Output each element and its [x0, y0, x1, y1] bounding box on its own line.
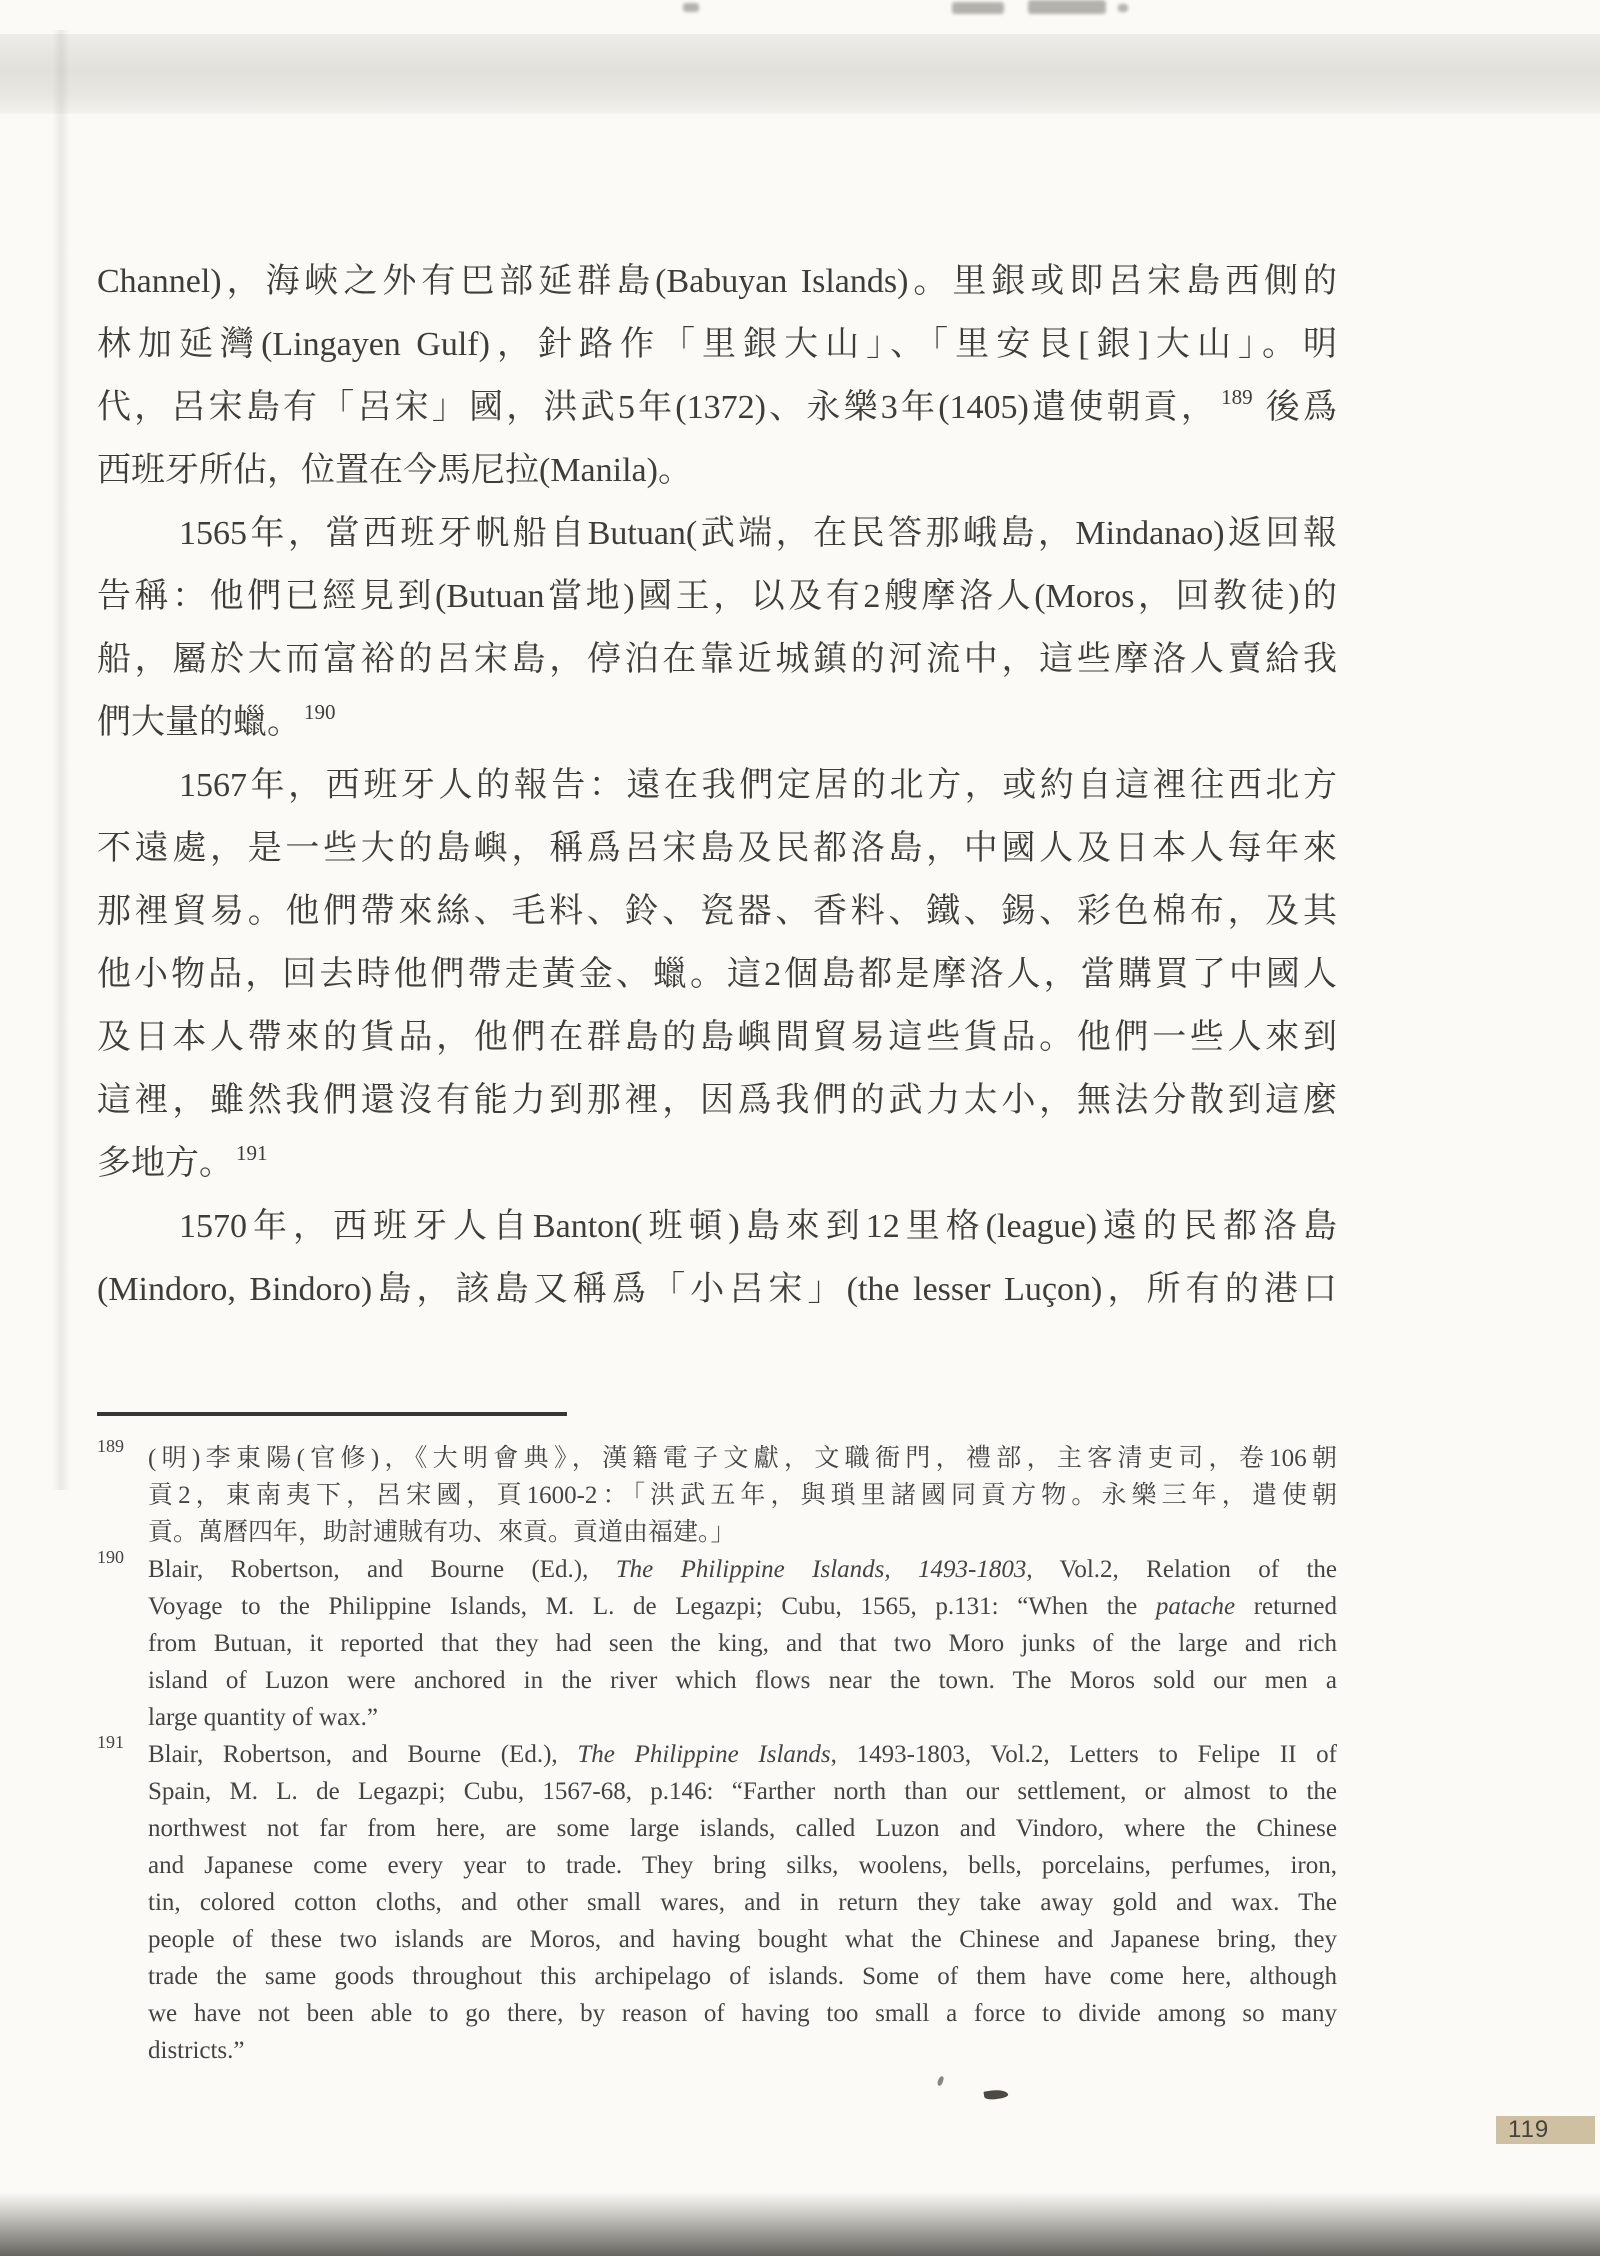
text-line — [97, 817, 1337, 880]
text-segment: returned — [1235, 1593, 1337, 1620]
text-line — [148, 1625, 1337, 1662]
text-line — [97, 376, 1337, 439]
text-line — [97, 691, 1337, 754]
text-line — [97, 565, 1337, 628]
footnote — [97, 1436, 1337, 1551]
scan-left-crease — [52, 30, 70, 1490]
text-segment: and Japanese come every year to trade. They bring silks, woolens, bells, porcelains, perfumes, iron, — [148, 1852, 1337, 1879]
text-segment: 及日本人帶來的貨品，他們在群島的島嶼間貿易這些貨品。他們一些人來到 — [97, 1019, 1337, 1056]
text-segment: 那裡貿易。他們帶來絲、毛料、鈴、瓷器、香料、鐵、錫、彩色棉布，及其 — [97, 893, 1337, 930]
scan-top-shadow — [0, 34, 1600, 114]
text-segment: island of Luzon were anchored in the river which flows near the town. The Moros sold our men a — [148, 1667, 1337, 1694]
scan-artifact — [1118, 4, 1128, 12]
text-line — [148, 1847, 1337, 1884]
text-segment: 1567年，西班牙人的報告：遠在我們定居的北方，或約自這裡往西北方 — [179, 767, 1337, 804]
text-segment: 貢2，東南夷下，呂宋國，頁1600-2：「洪武五年，與瑣里諸國同貢方物。永樂三年，遣使朝 — [148, 1482, 1337, 1509]
text-segment: 他小物品，回去時他們帶走黃金、蠟。這2個島都是摩洛人，當購買了中國人 — [97, 956, 1337, 993]
text-segment: 不遠處，是一些大的島嶼，稱爲呂宋島及民都洛島，中國人及日本人每年來 — [97, 830, 1337, 867]
text-segment: 1570年，西班牙人自Banton(班頓)島來到12里格(league)遠的民都洛島 — [179, 1208, 1337, 1245]
text-segment: The Philippine Islands, 1493-1803 — [615, 1556, 1027, 1583]
footnote-marker: 191 — [97, 1732, 124, 1752]
body-text — [97, 250, 1337, 1321]
text-line — [148, 2032, 1337, 2069]
text-segment: (Mindoro, Bindoro)島，該島又稱爲「小呂宋」(the lesser Luçon)，所有的港口 — [97, 1271, 1337, 1308]
text-segment: patache — [1155, 1593, 1236, 1620]
text-segment: tin, colored cotton cloths, and other small wares, and in return they take away gold and wax. The — [148, 1889, 1337, 1916]
text-segment: 船，屬於大而富裕的呂宋島，停泊在靠近城鎮的河流中，這些摩洛人賣給我 — [97, 641, 1337, 678]
text-segment: Spain, M. L. de Legazpi; Cubu, 1567-68, p.146: “Farther north than our settlement, or almost to the — [148, 1778, 1337, 1805]
text-segment: 貢。萬曆四年，助討逋賊有功、來貢。貢道由福建。」 — [148, 1519, 736, 1546]
text-segment: we have not been able to go there, by reason of having too small a force to divide among so many — [148, 2000, 1337, 2027]
text-line — [97, 754, 1337, 817]
ink-speck — [983, 2088, 1008, 2100]
text-line — [148, 1884, 1337, 1921]
text-line — [148, 1699, 1337, 1736]
text-line — [97, 439, 1337, 502]
footnote-reference: 190 — [304, 700, 336, 724]
text-line — [97, 313, 1337, 376]
text-segment: trade the same goods throughout this archipelago of islands. Some of them have come here, although — [148, 1963, 1337, 1990]
text-segment: from Butuan, it reported that they had seen the king, and that two Moro junks of the large and rich — [148, 1630, 1337, 1657]
text-segment: districts.” — [148, 2037, 245, 2064]
text-segment: 林加延灣(Lingayen Gulf)，針路作「里銀大山」、「里安艮[銀]大山」。明 — [97, 326, 1337, 363]
scan-artifact — [952, 2, 1004, 14]
footnote-reference: 189 — [1221, 385, 1253, 409]
text-line — [97, 250, 1337, 313]
footnotes-section — [97, 1436, 1337, 2069]
footnote-lines — [148, 1551, 1337, 1736]
text-line — [97, 628, 1337, 691]
text-line — [97, 943, 1337, 1006]
text-line — [97, 502, 1337, 565]
text-segment: 們大量的蠟。 — [97, 704, 301, 741]
footnote-marker: 190 — [97, 1547, 124, 1567]
text-line — [148, 1477, 1337, 1514]
text-segment: northwest not far from here, are some large islands, called Luzon and Vindoro, where the Chinese — [148, 1815, 1337, 1842]
text-segment: 告稱：他們已經見到(Butuan當地)國王，以及有2艘摩洛人(Moros，回教徒)的 — [97, 578, 1337, 615]
text-line — [97, 1195, 1337, 1258]
text-segment: Voyage to the Philippine Islands, M. L. de Legazpi; Cubu, 1565, p.131: “When the — [148, 1593, 1156, 1620]
footnote-lines — [148, 1440, 1337, 1551]
footnote-lines — [148, 1736, 1337, 2069]
text-line — [148, 1514, 1337, 1551]
text-line — [148, 1662, 1337, 1699]
text-line — [97, 880, 1337, 943]
text-line — [148, 1551, 1337, 1588]
footnote — [97, 1732, 1337, 2069]
text-segment: The Philippine Islands — [577, 1741, 831, 1768]
text-segment: Blair, Robertson, and Bourne (Ed.), — [148, 1556, 616, 1583]
scan-bottom-shadow — [0, 2192, 1600, 2256]
text-line — [148, 1995, 1337, 2032]
text-segment: 多地方。 — [97, 1145, 233, 1182]
text-line — [148, 1588, 1337, 1625]
footnote — [97, 1547, 1337, 1736]
ink-speck — [937, 2075, 945, 2086]
text-segment: large quantity of wax.” — [148, 1704, 379, 1731]
text-segment: 1565年，當西班牙帆船自Butuan(武端，在民答那峨島，Mindanao)返回報 — [179, 515, 1337, 552]
text-line — [97, 1069, 1337, 1132]
text-segment: Blair, Robertson, and Bourne (Ed.), — [148, 1741, 578, 1768]
text-segment: 西班牙所佔，位置在今馬尼拉(Manila)。 — [97, 452, 692, 489]
text-line — [148, 1736, 1337, 1773]
text-segment: 這裡，雖然我們還沒有能力到那裡，因爲我們的武力太小，無法分散到這麼 — [97, 1082, 1337, 1119]
text-line — [148, 1958, 1337, 1995]
text-line — [97, 1132, 1337, 1195]
text-line — [148, 1773, 1337, 1810]
scan-artifact — [683, 3, 699, 12]
text-segment: (明)李東陽(官修)，《大明會典》，漢籍電子文獻，文職衙門，禮部，主客清吏司，卷106朝 — [148, 1445, 1337, 1472]
footnote-marker: 189 — [97, 1436, 124, 1456]
text-segment: 後爲 — [1262, 389, 1337, 426]
page-number-badge — [1496, 2116, 1595, 2144]
text-line — [97, 1258, 1337, 1321]
text-line — [148, 1810, 1337, 1847]
text-line — [148, 1921, 1337, 1958]
footnote-separator — [97, 1412, 567, 1416]
scan-artifact — [1028, 0, 1106, 14]
text-line — [148, 1440, 1337, 1477]
page-number: 119 — [1508, 2116, 1550, 2143]
footnote-reference: 191 — [236, 1141, 268, 1165]
text-segment: people of these two islands are Moros, and having bought what the Chinese and Japanese bring, they — [148, 1926, 1337, 1953]
text-line — [97, 1006, 1337, 1069]
text-segment: 代，呂宋島有「呂宋」國，洪武5年(1372)、永樂3年(1405)遣使朝貢， — [97, 389, 1219, 426]
text-segment: , 1493-1803, Vol.2, Letters to Felipe II of — [830, 1741, 1337, 1768]
text-segment: Channel)，海峽之外有巴部延群島(Babuyan Islands)。里銀或即呂宋島西側的 — [97, 263, 1337, 300]
text-segment: , Vol.2, Relation of the — [1026, 1556, 1337, 1583]
